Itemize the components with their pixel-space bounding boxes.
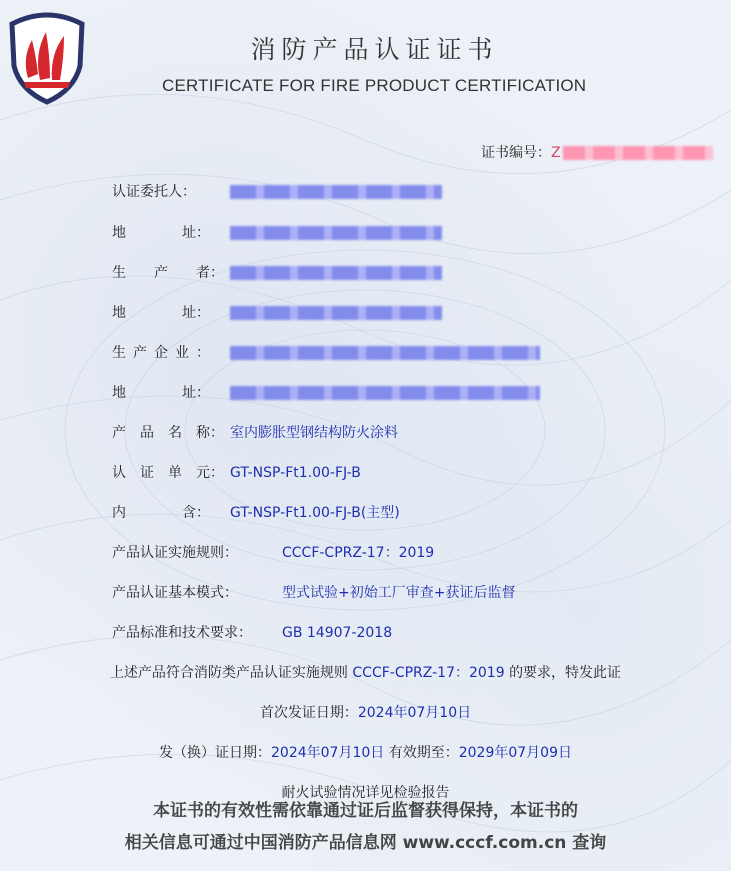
statement-suffix: 的要求，特发此证	[509, 665, 622, 681]
product-name-value: 室内膨胀型钢结构防火涂料	[230, 425, 398, 441]
field-address-1	[112, 222, 442, 242]
valid-until-label: 有效期至：	[388, 745, 459, 761]
first-issue-date	[0, 702, 731, 722]
address2-label: 地 址：	[112, 305, 210, 321]
contains-value: GT-NSP-Ft1.00-FJ-B(主型)	[230, 505, 400, 521]
contains-label: 内 含：	[112, 505, 210, 521]
first-issue-label: 首次发证日期：	[259, 705, 358, 721]
rule-label: 产品认证实施规则：	[112, 545, 238, 561]
field-certification-mode	[112, 582, 515, 602]
certificate-number-label: 证书编号：	[481, 145, 551, 161]
field-producer	[112, 262, 442, 282]
address3-label: 地 址：	[112, 385, 210, 401]
valid-until-value: 2029年07月09日	[458, 745, 572, 761]
footer-line-2: 相关信息可通过中国消防产品信息网 www.cccf.com.cn 查询	[124, 833, 607, 853]
redacted-producer	[230, 266, 442, 280]
statement-prefix: 上述产品符合消防类产品认证实施规则	[109, 665, 348, 681]
standard-value: GB 14907-2018	[282, 625, 393, 641]
issue-date-label: 发（换）证日期：	[159, 745, 271, 761]
field-certification-unit	[112, 462, 361, 482]
certificate-number-prefix: Z	[551, 145, 561, 161]
issue-and-validity	[0, 742, 731, 762]
redacted-address-3	[230, 386, 540, 400]
conformity-statement	[0, 662, 731, 682]
redacted-certificate-number	[563, 146, 713, 160]
product-name-label: 产 品 名 称：	[112, 425, 224, 441]
standard-label: 产品标准和技术要求：	[112, 625, 252, 641]
field-standard	[112, 622, 392, 642]
client-label: 认证委托人：	[112, 184, 196, 200]
redacted-manufacturer	[230, 346, 540, 360]
rule-value: CCCF-CPRZ-17：2019	[282, 545, 435, 561]
field-address-3	[112, 382, 540, 402]
fire-test-note: 耐火试验情况详见检验报告	[281, 785, 450, 801]
issue-date-value: 2024年07月10日	[271, 745, 385, 761]
certificate-title-en: CERTIFICATE FOR FIRE PRODUCT CERTIFICATION	[162, 76, 587, 95]
field-implementation-rule	[112, 542, 434, 562]
first-issue-value: 2024年07月10日	[357, 705, 472, 721]
address1-label: 地 址：	[112, 225, 210, 241]
field-client	[112, 181, 442, 201]
mode-value: 型式试验+初始工厂审查+获证后监督	[282, 585, 516, 601]
footer-line-1: 本证书的有效性需依靠通过证后监督获得保持，本证书的	[153, 801, 578, 821]
certificate-number	[481, 142, 713, 162]
redacted-address-1	[230, 226, 442, 240]
manufacturer-label: 生产企业：	[112, 345, 217, 361]
field-product-name	[112, 422, 398, 442]
statement-rule: CCCF-CPRZ-17：2019	[352, 665, 505, 681]
field-contains	[112, 502, 400, 522]
mode-label: 产品认证基本模式：	[112, 585, 238, 601]
producer-label: 生 产 者：	[112, 265, 224, 281]
field-address-2	[112, 302, 442, 322]
unit-value: GT-NSP-Ft1.00-FJ-B	[230, 465, 361, 481]
certificate-title-cn: 消防产品认证证书	[250, 35, 499, 64]
redacted-address-2	[230, 306, 442, 320]
field-manufacturer	[112, 342, 540, 362]
redacted-client	[230, 185, 442, 199]
unit-label: 认 证 单 元：	[112, 465, 224, 481]
